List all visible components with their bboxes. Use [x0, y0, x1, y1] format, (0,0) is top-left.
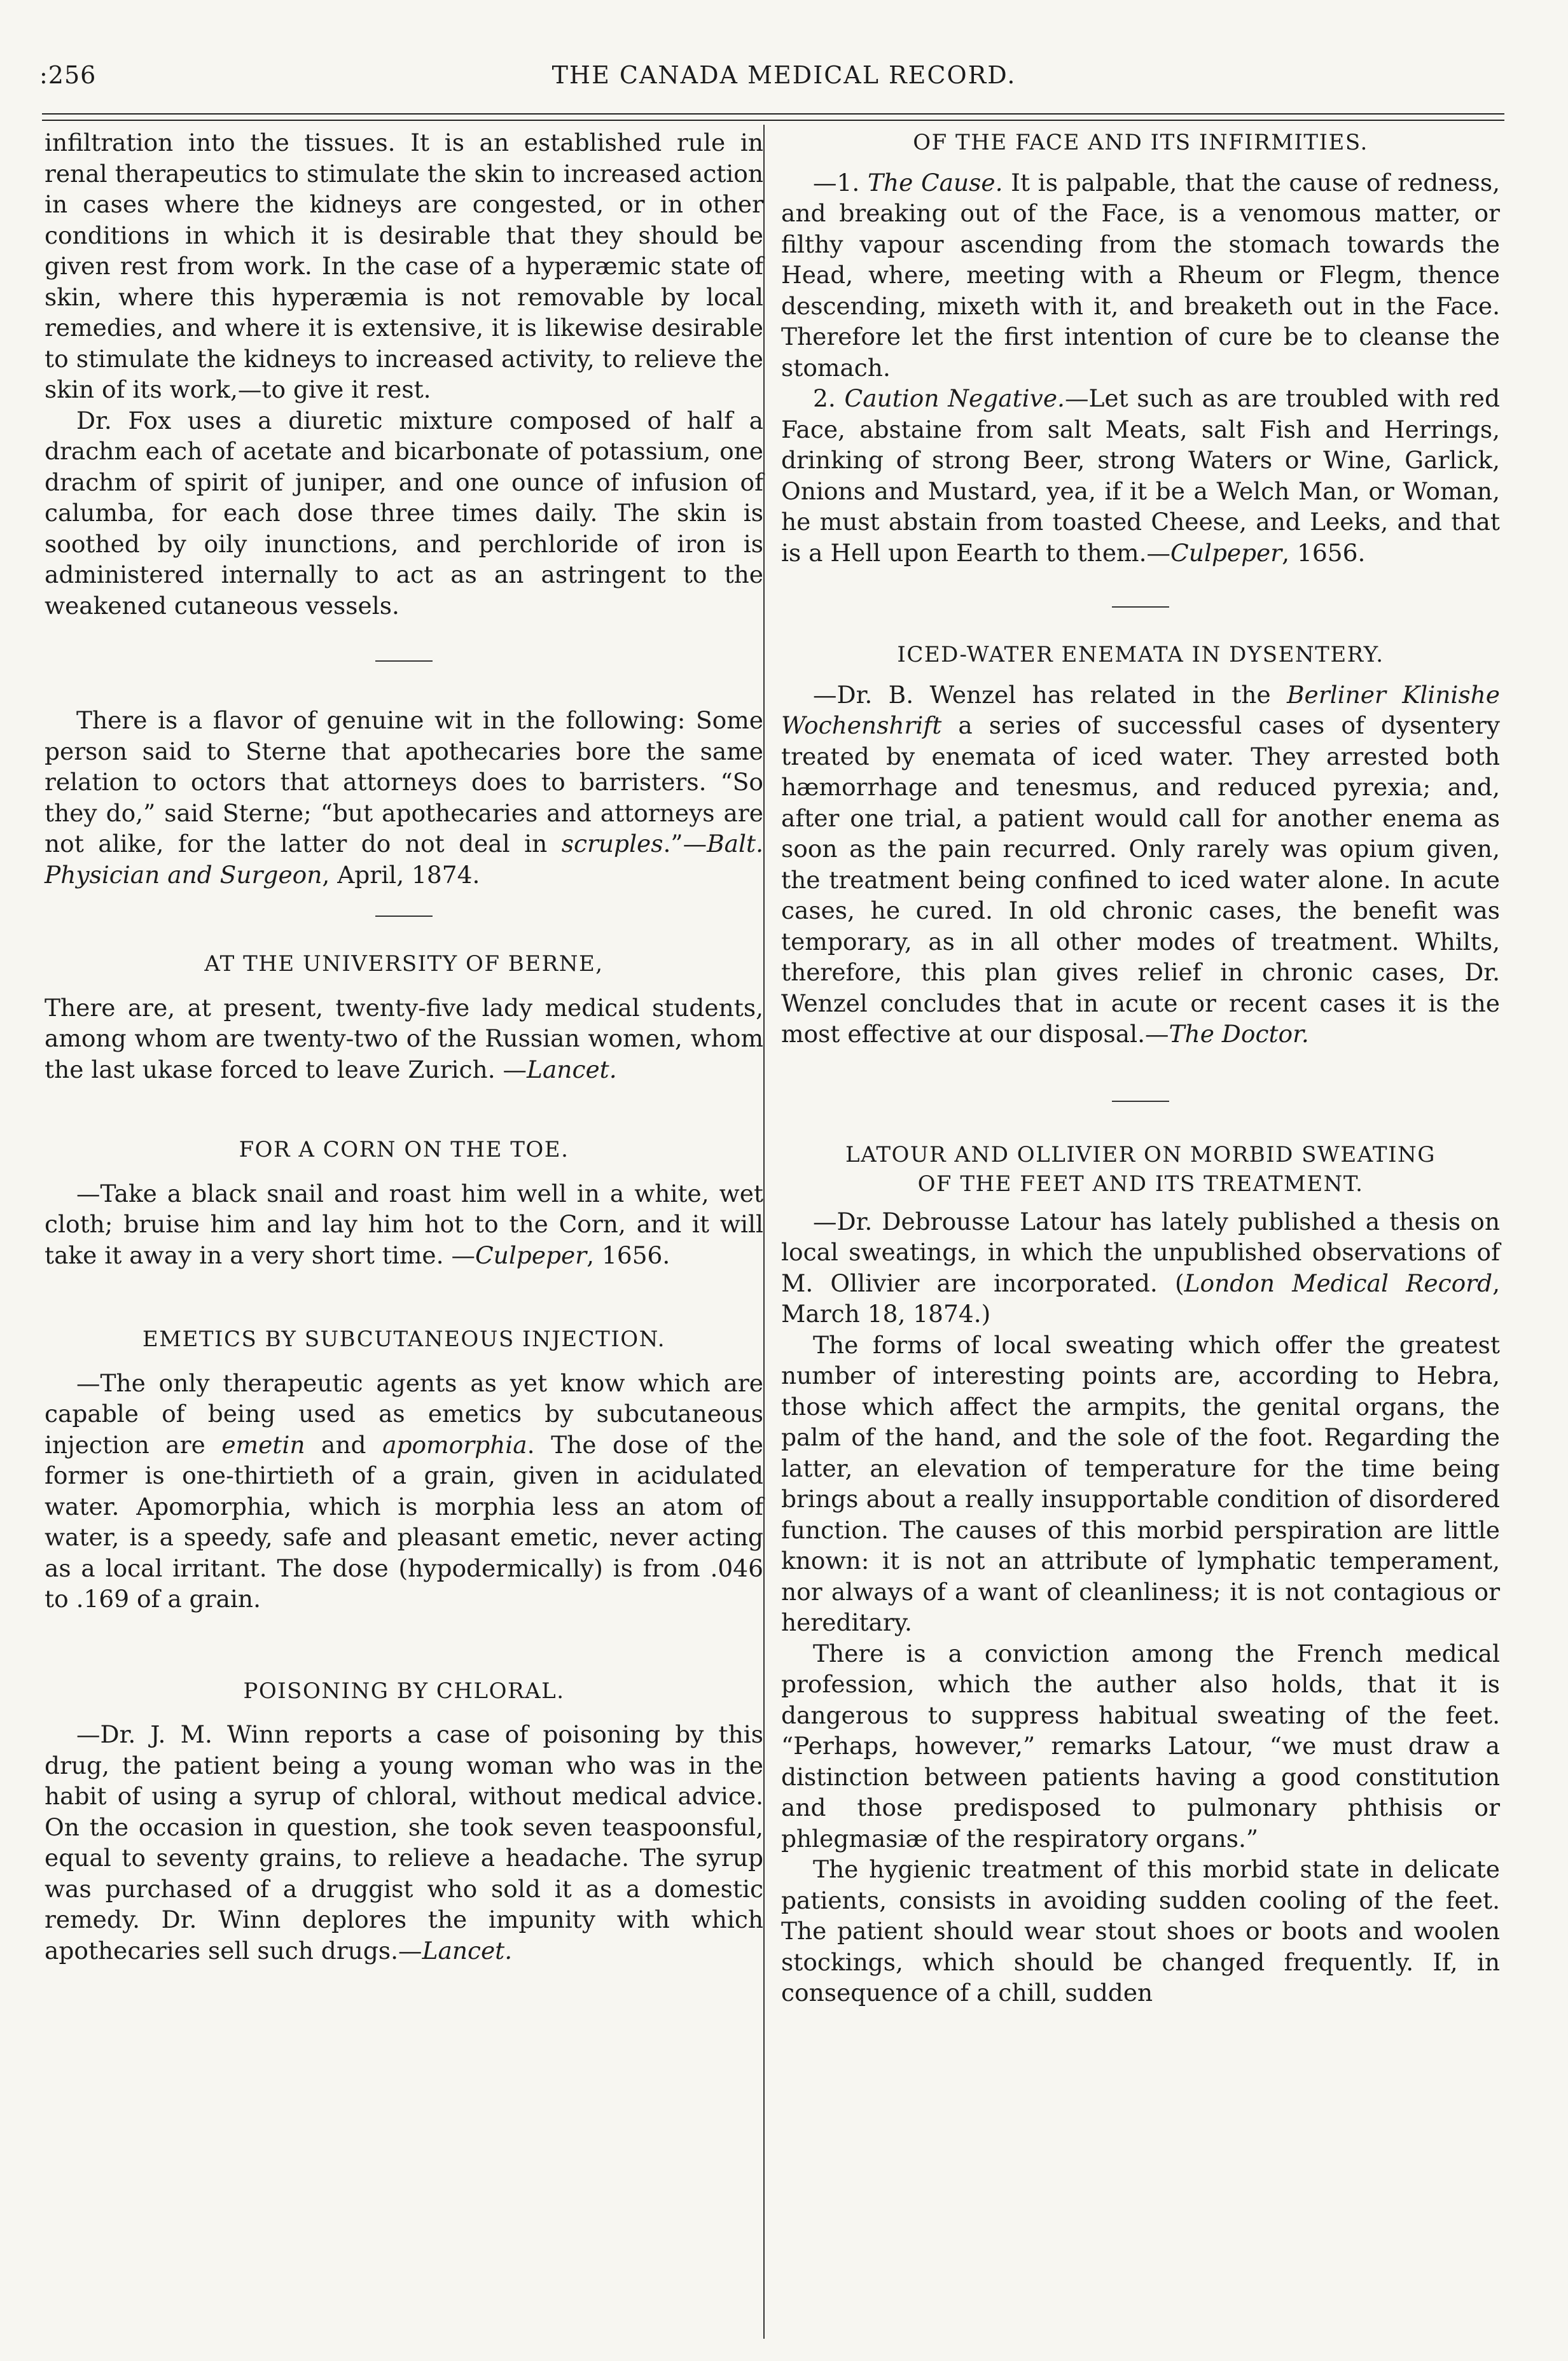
chloral-heading: POISONING BY CHLORAL.	[243, 1678, 565, 1704]
sweating-heading-line-2: OF THE FEET AND ITS TREATMENT.	[917, 1171, 1364, 1197]
sweating-paragraph-2: The forms of local sweating which offer the greatest number of interesting points are, according to Hebra, those which affect the armpits, the genital organs, the palm of the hand, and the sole of the foot. Regarding the latter, an elevation of temperature for the time being brings about a really insupportable condition of disordered function. The causes of this morbid perspiration are little known: it is not an attribute of lymphatic temperament, nor always of a want of cleanliness; it is not contagious or hereditary.	[781, 1330, 1500, 1636]
right-column	[781, 127, 1500, 2009]
header-rule-bottom	[42, 120, 1504, 121]
corn-heading: FOR A CORN ON THE TOE.	[239, 1137, 569, 1162]
berne-article: There are, at present, twenty-five lady medical students, among whom are twenty-two of the Russian women, whom the last ukase forced to leave Zurich. —Lancet.	[45, 993, 763, 1083]
corn-article: —Take a black snail and roast him well in a white, wet cloth; bruise him and lay him hot to the Corn, and it will take it away in a very short time. —Culpeper, 1656.	[45, 1179, 763, 1269]
dysentery-article: —Dr. B. Wenzel has related in the Berliner Klinishe Wochenshrift a series of successful cases of dysentery treated by enemata of iced water. They arrested both hæmorrhage and tenesmus, and reduced pyrexia; and, after one trial, a patient would call for another enema as soon as the pain recurred. Only rarely was opium given, the treatment being confined to iced water alone. In acute cases, he cured. In old chronic cases, the benefit was temporary, as in all other modes of treatment. Whilts, therefore, this plan gives relief in chronic cases, Dr. Wenzel concludes that in acute or recent cases it is the most effective at our disposal.—The Doctor.	[781, 680, 1500, 1048]
sweating-paragraph-4: The hygienic treatment of this morbid state in delicate patients, consists in avoiding sudden cooling of the feet. The patient should wear stout shoes or boots and woolen stockings, which should be changed frequently. If, in consequence of a chill, sudden	[781, 1855, 1500, 2007]
face-cause-paragraph: —1. The Cause. It is palpable, that the cause of redness, and breaking out of the Face, is a venomous matter, or filthy vapour ascending from the stomach towards the Head, where, meeting with a Rheum or Flegm, thence descending, mixeth with it, and breaketh out in the Face. Therefore let the first intention of cure be to cleanse the stomach.	[781, 168, 1501, 382]
page-number: :256	[39, 61, 97, 89]
face-caution-paragraph: 2. Caution Negative.—Let such as are troubled with red Face, abstaine from salt Meats, salt Fish and Herrings, drinking of strong Beer, strong Waters or Wine, Garlick, Onions and Mustard, yea, if it be a Welch Man, or Woman, he must abstain from toasted Cheese, and Leeks, and that is a Hell upon Eearth to them.—Culpeper, 1656.	[781, 384, 1500, 567]
sweating-paragraph-3: There is a conviction among the French medical profession, which the auther also holds, that it is dangerous to suppress habitual sweating of the feet. “Perhaps, however,” remarks Latour, “we must draw a distinction between patients having a good constitution and those predisposed to pulmonary phthisis or phlegmasiæ of the respiratory organs.”	[781, 1639, 1500, 1853]
emetics-heading: EMETICS BY SUBCUTANEOUS INJECTION.	[142, 1327, 666, 1352]
chloral-article: —Dr. J. M. Winn reports a case of poisoning by this drug, the patient being a young woman who was in the habit of using a syrup of chloral, without medical advice. On the occasion in question, she took seven teaspoonsful, equal to seventy grains, to relieve a headache. The syrup was purchased of a druggist who sold it as a domestic remedy. Dr. Winn deplores the impunity with which apothecaries sell such drugs.—Lancet.	[45, 1720, 763, 1965]
header-rule-top	[42, 113, 1504, 115]
left-column	[45, 127, 763, 1966]
berne-heading: AT THE UNIVERSITY OF BERNE,	[204, 951, 604, 977]
renal-paragraph-1: infiltration into the tissues. It is an established rule in renal therapeutics to stimulate the skin to increased action in cases where the kidneys are congested, or in other conditions in which it is desirable that they should be given rest from work. In the case of a hyperæmic state of skin, where this hyperæmia is not removable by local remedies, and where it is extensive, it is likewise desirable to stimulate the kidneys to increased activity, to relieve the skin of its work,—to give it rest.	[45, 129, 763, 403]
sweating-heading-line-1: LATOUR AND OLLIVIER ON MORBID SWEATING	[845, 1141, 1436, 1167]
face-heading: OF THE FACE AND ITS INFIRMITIES.	[913, 130, 1368, 155]
sweating-paragraph-1: —Dr. Debrousse Latour has lately published a thesis on local sweatings, in which the unpublished observations of M. Ollivier are incorporated. (London Medical Record, March 18, 1874.)	[781, 1207, 1500, 1328]
dysentery-heading: ICED-WATER ENEMATA IN DYSENTERY.	[897, 642, 1384, 667]
running-title: THE CANADA MEDICAL RECORD.	[552, 61, 1016, 89]
emetics-article: —The only therapeutic agents as yet know which are capable of being used as emetics by subcutaneous injection are emetin and apomorphia. The dose of the former is one-thirtieth of a grain, given in acidulated water. Apomorphia, which is morphia less an atom of water, is a speedy, safe and pleasant emetic, never acting as a local irritant. The dose (hypodermically) is from .046 to .169 of a grain.	[45, 1369, 763, 1613]
sterne-wit-article: There is a flavor of genuine wit in the following: Some person said to Sterne that apothecaries bore the same relation to octors that attorneys does to barristers. “So they do,” said Sterne; “but apothecaries and attorneys are not alike, for the latter do not deal in scruples.”—Balt. Physician and Surgeon, April, 1874.	[45, 706, 763, 889]
renal-paragraph-2: Dr. Fox uses a diuretic mixture composed of half a drachm each of acetate and bicarbonate of potassium, one drachm of spirit of juniper, and one ounce of infusion of calumba, for each dose three times daily. The skin is soothed by oily inunctions, and perchloride of iron is administered internally to act as an astringent to the weakened cutaneous vessels.	[45, 406, 763, 620]
column-divider	[763, 125, 765, 2339]
